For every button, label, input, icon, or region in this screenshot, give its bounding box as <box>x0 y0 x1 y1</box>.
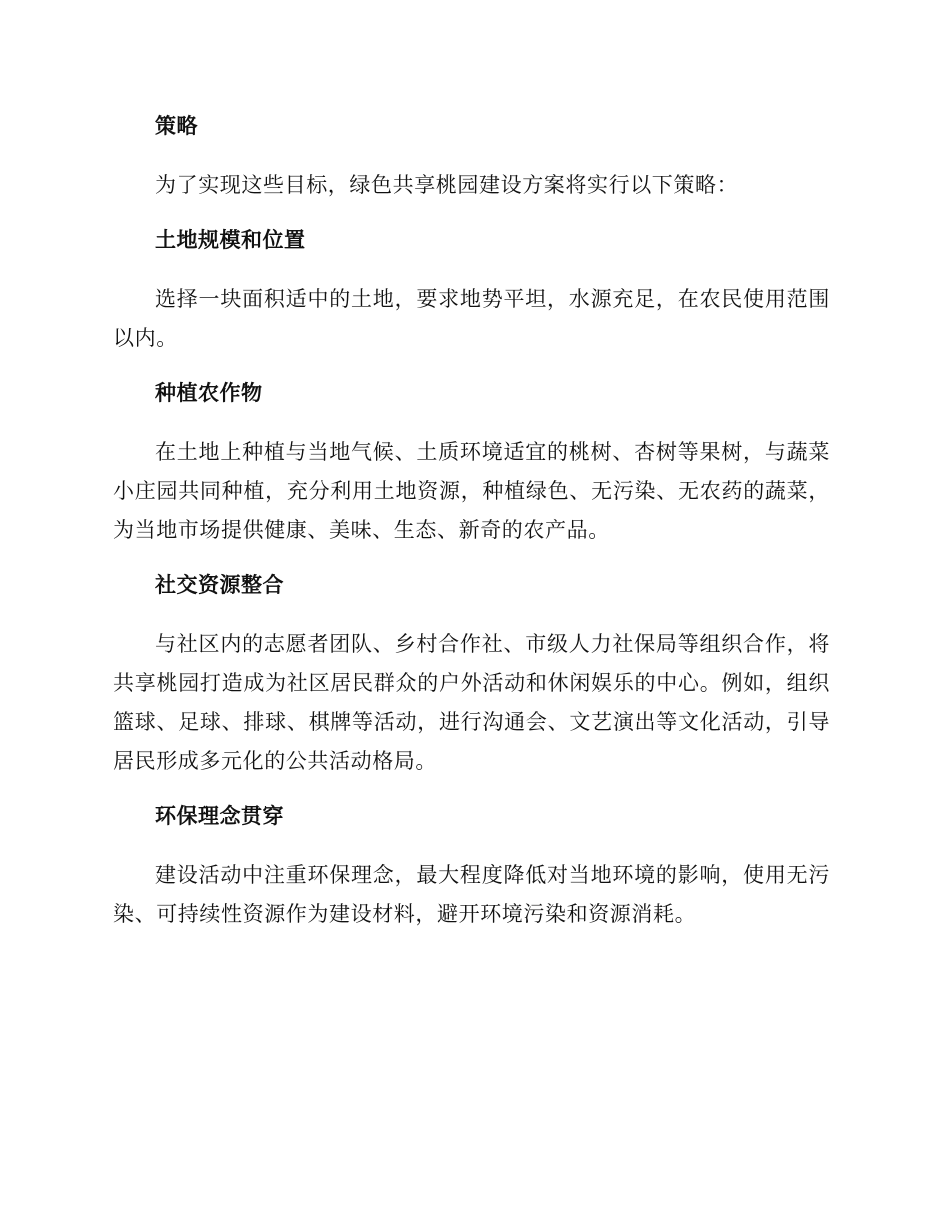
section-heading: 土地规模和位置 <box>155 228 306 252</box>
section-environmental <box>113 800 830 934</box>
section-land-scale <box>113 224 830 358</box>
section-heading: 种植农作物 <box>155 381 263 405</box>
section-planting <box>113 377 830 550</box>
section-paragraph: 与社区内的志愿者团队、乡村合作社、市级人力社保局等组织合作，将共享桃园打造成为社区居民群众的户外活动和休闲娱乐的中心。例如，组织篮球、足球、排球、棋牌等活动，进行沟通会、文艺演出等文化活动，引导居民形成多元化的公共活动格局。 <box>113 632 830 773</box>
section-paragraph: 建设活动中注重环保理念，最大程度降低对当地环境的影响，使用无污染、可持续性资源作为建设材料，避开环境污染和资源消耗。 <box>113 863 830 926</box>
section-heading: 策略 <box>155 114 198 138</box>
section-paragraph: 为了实现这些目标，绿色共享桃园建设方案将实行以下策略： <box>155 173 739 197</box>
section-paragraph: 在土地上种植与当地气候、土质环境适宜的桃树、杏树等果树，与蔬菜小庄园共同种植，充分利用土地资源，种植绿色、无污染、无农药的蔬菜，为当地市场提供健康、美味、生态、新奇的农产品。 <box>113 440 830 542</box>
section-heading: 环保理念贯穿 <box>155 804 284 828</box>
section-paragraph: 选择一块面积适中的土地，要求地势平坦，水源充足，在农民使用范围以内。 <box>113 287 830 350</box>
section-strategy <box>113 110 830 205</box>
section-social-resources <box>113 569 830 781</box>
section-heading: 社交资源整合 <box>155 573 284 597</box>
